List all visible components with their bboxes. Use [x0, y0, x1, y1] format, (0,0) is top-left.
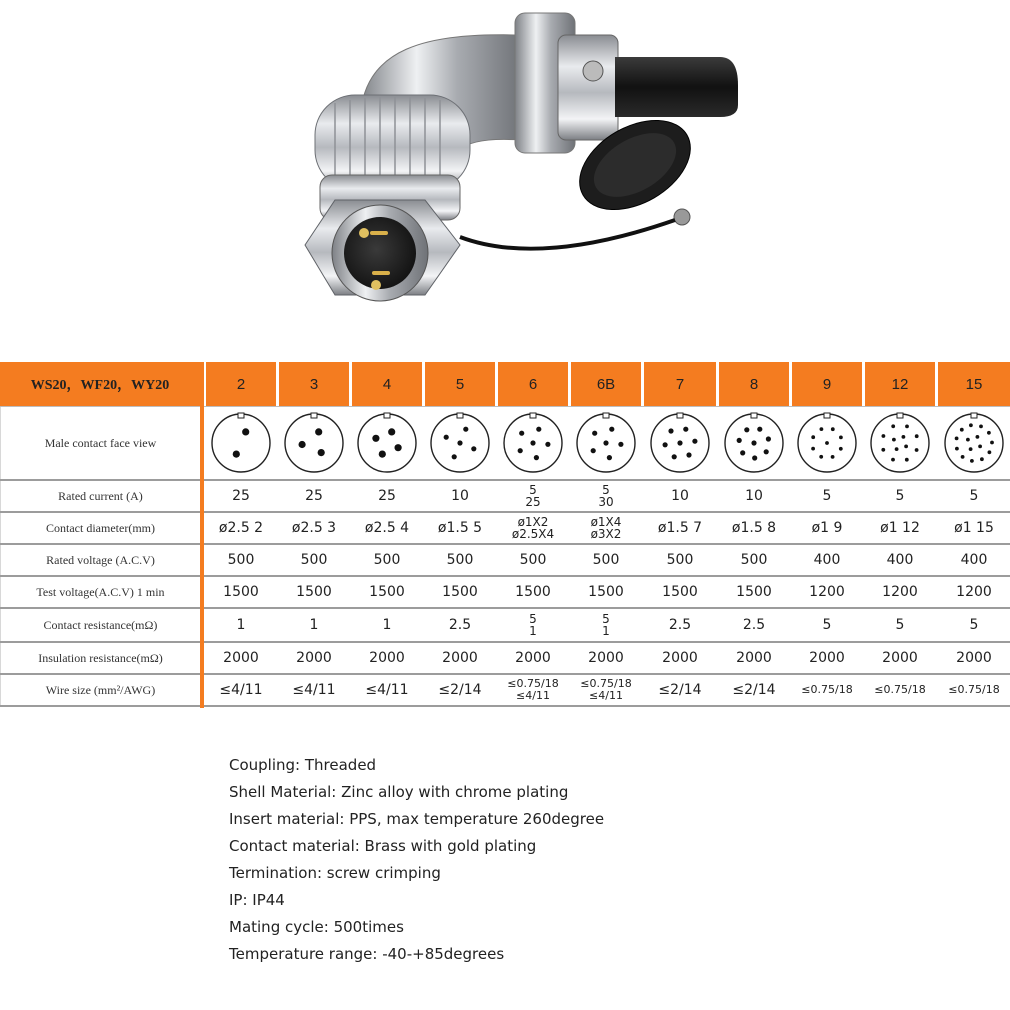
- table-cell: [938, 642, 1010, 674]
- pin-count-header: 9: [792, 362, 862, 406]
- cell-value: 500: [740, 552, 768, 568]
- table-cell: [498, 544, 568, 576]
- note-insert-material: Insert material: PPS, max temperature 260degree: [229, 810, 605, 828]
- contact-face-diagram: [871, 413, 929, 472]
- cell-value: ø1.5 5: [437, 520, 483, 536]
- cell-value: ø2.5 3: [291, 520, 337, 536]
- cell-value: 2000: [736, 650, 772, 666]
- cell-value: 10: [451, 488, 469, 504]
- contact-face-diagram: [651, 413, 709, 472]
- cell-value: ø1 9: [811, 520, 843, 536]
- pin-count-header: 6: [498, 362, 568, 406]
- row-label: Wire size (mm²/AWG): [0, 674, 200, 706]
- table-cell: [719, 674, 789, 706]
- table-cell: [206, 576, 276, 608]
- table-cell: [279, 642, 349, 674]
- cell-value: 2000: [223, 650, 259, 666]
- table-accent-bar: [200, 362, 204, 708]
- series-label: WS20，WF20，WY20: [0, 362, 200, 406]
- cell-value: 2000: [515, 650, 551, 666]
- cell-value: 30: [598, 495, 614, 509]
- table-cell: [571, 674, 641, 706]
- cell-value: 5: [822, 617, 832, 633]
- pin-count-header: 4: [352, 362, 422, 406]
- pin-count-header: 7: [644, 362, 716, 406]
- face-view-row: [0, 406, 1010, 480]
- table-divider: [0, 705, 1010, 707]
- table-cell: [279, 544, 349, 576]
- table-row-rated-current: [0, 480, 1010, 512]
- row-label: Contact diameter(mm): [0, 512, 200, 544]
- table-row-contact-diameter: [0, 512, 1010, 544]
- note-mating-cycle: Mating cycle: 500times: [229, 918, 404, 936]
- cell-value: ø2.5X4: [511, 527, 555, 541]
- cell-value: 1500: [515, 584, 551, 600]
- table-cell: [498, 674, 568, 706]
- cell-value: ø3X2: [590, 527, 622, 541]
- cell-value: 500: [446, 552, 474, 568]
- table-row-contact-resistance: [0, 608, 1010, 642]
- cell-value: 400: [886, 552, 914, 568]
- cell-value: ≤4/11: [589, 689, 623, 702]
- cell-value: 1500: [588, 584, 624, 600]
- table-cell: [279, 608, 349, 642]
- table-cell: [279, 512, 349, 544]
- table-cell: [938, 576, 1010, 608]
- table-cell: [644, 576, 716, 608]
- cell-value: 5: [895, 617, 905, 633]
- table-cell: [425, 544, 495, 576]
- table-divider: [0, 406, 1010, 407]
- table-cell: [352, 544, 422, 576]
- table-cell: [352, 608, 422, 642]
- table-cell: [792, 608, 862, 642]
- table-cell: [206, 480, 276, 512]
- row-label: Rated current (A): [0, 480, 200, 512]
- table-cell: [206, 544, 276, 576]
- table-cell: [938, 480, 1010, 512]
- table-cell: [206, 642, 276, 674]
- cell-value: 500: [300, 552, 328, 568]
- table-cell: [279, 480, 349, 512]
- spec-table: [0, 362, 1010, 708]
- table-row-rated-voltage: [0, 544, 1010, 576]
- table-cell: [498, 480, 568, 512]
- table-row-wire-size: [0, 674, 1010, 706]
- cell-value: 1500: [223, 584, 259, 600]
- cell-value: ≤4/11: [292, 682, 336, 698]
- row-label: Rated voltage (A.C.V): [0, 544, 200, 576]
- cell-value: 5: [529, 612, 537, 626]
- table-cell: [792, 576, 862, 608]
- cell-value: 500: [373, 552, 401, 568]
- spec-notes: [229, 754, 829, 970]
- contact-face-diagrams: [0, 406, 1010, 480]
- cell-value: 1200: [956, 584, 992, 600]
- cell-value: 500: [227, 552, 255, 568]
- table-cell: [938, 674, 1010, 706]
- table-cell: [206, 674, 276, 706]
- contact-face-diagram: [431, 413, 489, 472]
- table-cell: [938, 544, 1010, 576]
- cell-value: 1: [382, 617, 392, 633]
- note-coupling: Coupling: Threaded: [229, 756, 377, 774]
- cell-value: 2.5: [668, 617, 692, 633]
- table-cell: [644, 608, 716, 642]
- table-cell: [792, 512, 862, 544]
- table-cell: [792, 674, 862, 706]
- cell-value: 1200: [882, 584, 918, 600]
- table-cell: [865, 544, 935, 576]
- cell-value: 25: [378, 488, 396, 504]
- cell-value: ≤2/14: [438, 682, 482, 698]
- table-cell: [425, 674, 495, 706]
- table-cell: [644, 544, 716, 576]
- table-cell: [352, 512, 422, 544]
- table-cell: [425, 576, 495, 608]
- table-cell: [719, 512, 789, 544]
- table-cell: [571, 512, 641, 544]
- cell-value: 10: [745, 488, 763, 504]
- cell-value: 5: [895, 488, 905, 504]
- cell-value: 5: [969, 488, 979, 504]
- row-label: Insulation resistance(mΩ): [0, 642, 200, 674]
- cell-value: ≤4/11: [365, 682, 409, 698]
- cell-value: 5: [602, 483, 610, 497]
- cell-value: 5: [529, 483, 537, 497]
- table-cell: [792, 480, 862, 512]
- cell-value: 1: [309, 617, 319, 633]
- cell-value: 2000: [588, 650, 624, 666]
- table-cell: [425, 608, 495, 642]
- cell-value: ≤0.75/18: [580, 677, 632, 690]
- table-cell: [571, 480, 641, 512]
- contact-face-diagram: [504, 413, 562, 472]
- cell-value: ≤2/14: [732, 682, 776, 698]
- product-photo-connector: [290, 5, 750, 345]
- table-cell: [938, 512, 1010, 544]
- note-shell-material: Shell Material: Zinc alloy with chrome plating: [229, 783, 569, 801]
- cell-value: ø1X2: [517, 515, 549, 529]
- cell-value: 25: [305, 488, 323, 504]
- cell-value: ø2.5 4: [364, 520, 410, 536]
- table-divider: [0, 575, 1010, 577]
- cell-value: 2000: [369, 650, 405, 666]
- cell-value: 500: [519, 552, 547, 568]
- table-cell: [719, 576, 789, 608]
- contact-face-diagram: [725, 413, 783, 472]
- cell-value: 25: [525, 495, 541, 509]
- note-termination: Termination: screw crimping: [229, 864, 441, 882]
- cell-value: ø1 15: [954, 520, 994, 536]
- cell-value: 2000: [956, 650, 992, 666]
- cell-value: ≤2/14: [658, 682, 702, 698]
- note-contact-material: Contact material: Brass with gold plating: [229, 837, 537, 855]
- contact-face-diagram: [577, 413, 635, 472]
- table-cell: [792, 642, 862, 674]
- cell-value: 1: [236, 617, 246, 633]
- table-cell: [571, 576, 641, 608]
- table-cell: [352, 480, 422, 512]
- cell-value: 1500: [442, 584, 478, 600]
- cell-value: 5: [822, 488, 832, 504]
- table-cell: [644, 480, 716, 512]
- table-divider: [0, 607, 1010, 609]
- table-cell: [571, 642, 641, 674]
- table-cell: [498, 608, 568, 642]
- table-cell: [865, 608, 935, 642]
- table-cell: [206, 608, 276, 642]
- table-cell: [425, 480, 495, 512]
- cell-value: ø1 12: [880, 520, 920, 536]
- table-cell: [498, 512, 568, 544]
- cell-value: 1500: [296, 584, 332, 600]
- cell-value: ø1X4: [590, 515, 622, 529]
- table-cell: [865, 674, 935, 706]
- table-row-insulation-resistance: [0, 642, 1010, 674]
- cell-value: 1: [602, 624, 610, 638]
- table-divider: [0, 479, 1010, 481]
- cell-value: 500: [592, 552, 620, 568]
- cell-value: 2000: [809, 650, 845, 666]
- table-cell: [719, 642, 789, 674]
- table-cell: [719, 608, 789, 642]
- table-cell: [792, 544, 862, 576]
- table-divider: [0, 673, 1010, 675]
- table-cell: [719, 544, 789, 576]
- table-cell: [719, 480, 789, 512]
- pin-count-header: 15: [938, 362, 1010, 406]
- pin-count-header: 6B: [571, 362, 641, 406]
- table-cell: [571, 544, 641, 576]
- pin-count-header: 3: [279, 362, 349, 406]
- table-divider: [0, 511, 1010, 513]
- cell-value: ≤4/11: [516, 689, 550, 702]
- contact-face-diagram: [945, 413, 1003, 472]
- table-cell: [865, 512, 935, 544]
- table-cell: [206, 512, 276, 544]
- contact-face-diagram: [798, 413, 856, 472]
- cell-value: 2000: [662, 650, 698, 666]
- cell-value: ø2.5 2: [218, 520, 264, 536]
- contact-face-diagram: [212, 413, 270, 472]
- table-cell: [865, 576, 935, 608]
- row-label: Contact resistance(mΩ): [0, 608, 200, 642]
- cell-value: 10: [671, 488, 689, 504]
- table-cell: [425, 642, 495, 674]
- cell-value: 1: [529, 624, 537, 638]
- cell-value: 25: [232, 488, 250, 504]
- table-cell: [571, 608, 641, 642]
- table-cell: [865, 642, 935, 674]
- cell-value: ø1.5 7: [657, 520, 703, 536]
- table-header-row: [0, 362, 1010, 406]
- table-cell: [644, 512, 716, 544]
- table-cell: [425, 512, 495, 544]
- cell-value: 2000: [882, 650, 918, 666]
- cell-value: 400: [813, 552, 841, 568]
- table-cell: [644, 674, 716, 706]
- table-cell: [644, 642, 716, 674]
- pin-count-header: 5: [425, 362, 495, 406]
- cell-value: 2000: [296, 650, 332, 666]
- pin-count-header: 2: [206, 362, 276, 406]
- cell-value: 1200: [809, 584, 845, 600]
- note-temperature-range: Temperature range: -40-+85degrees: [229, 945, 505, 963]
- cell-value: ≤0.75/18: [948, 683, 1000, 696]
- cell-value: 2.5: [448, 617, 472, 633]
- table-cell: [279, 674, 349, 706]
- contact-face-diagram: [285, 413, 343, 472]
- cell-value: 1500: [662, 584, 698, 600]
- cell-value: ≤0.75/18: [874, 683, 926, 696]
- note-ip-rating: IP: IP44: [229, 891, 285, 909]
- table-divider: [0, 543, 1010, 545]
- table-divider: [0, 641, 1010, 643]
- pin-count-header: 8: [719, 362, 789, 406]
- table-cell: [938, 608, 1010, 642]
- cell-value: ≤0.75/18: [801, 683, 853, 696]
- cell-value: 5: [969, 617, 979, 633]
- cell-value: 5: [602, 612, 610, 626]
- cell-value: ø1.5 8: [731, 520, 777, 536]
- cell-value: 500: [666, 552, 694, 568]
- table-cell: [352, 674, 422, 706]
- table-cell: [352, 576, 422, 608]
- table-cell: [498, 642, 568, 674]
- cell-value: 2000: [442, 650, 478, 666]
- cell-value: 400: [960, 552, 988, 568]
- cell-value: ≤4/11: [219, 682, 263, 698]
- cell-value: 2.5: [742, 617, 766, 633]
- contact-face-diagram: [358, 413, 416, 472]
- pin-count-header: 12: [865, 362, 935, 406]
- table-cell: [352, 642, 422, 674]
- row-label: Male contact face view: [0, 406, 200, 480]
- row-label: Test voltage(A.C.V) 1 min: [0, 576, 200, 608]
- cell-value: 1500: [369, 584, 405, 600]
- table-cell: [865, 480, 935, 512]
- cell-value: 1500: [736, 584, 772, 600]
- table-row-test-voltage: [0, 576, 1010, 608]
- table-cell: [498, 576, 568, 608]
- cell-value: ≤0.75/18: [507, 677, 559, 690]
- table-cell: [279, 576, 349, 608]
